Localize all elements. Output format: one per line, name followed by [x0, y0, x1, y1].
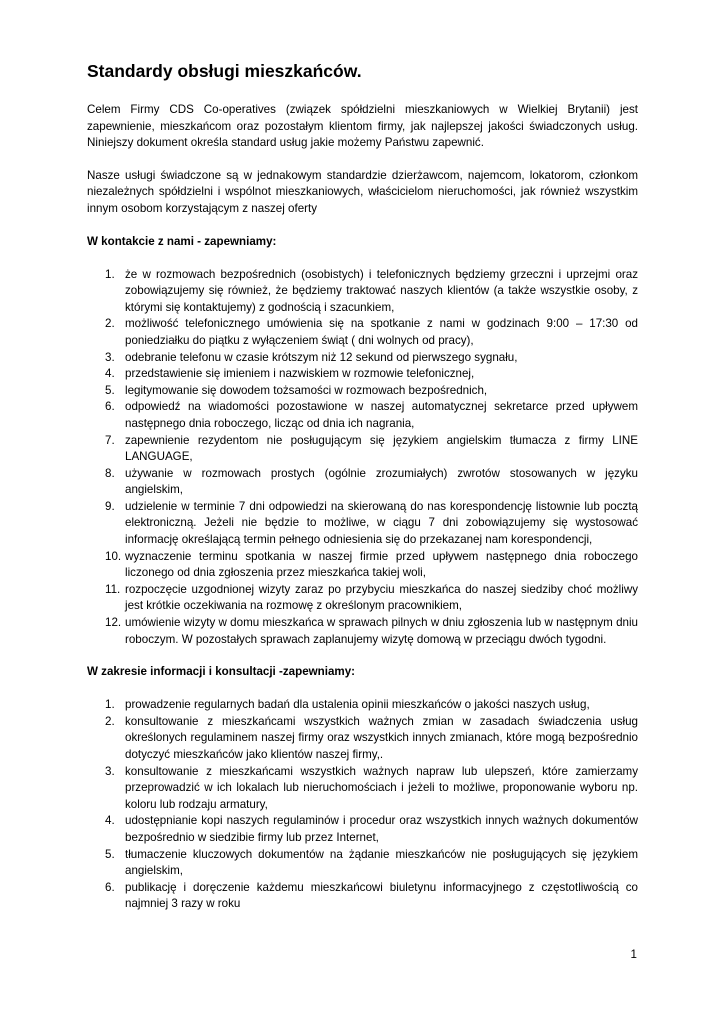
- list-item: [87, 697, 638, 714]
- page-number: 1: [630, 948, 637, 961]
- list-item: [87, 433, 638, 466]
- list-item-text: prowadzenie regularnych badań dla ustalenia opinii mieszkańców o jakości naszych usług,: [125, 698, 590, 712]
- list-item-text: udzielenie w terminie 7 dni odpowiedzi na skierowaną do nas korespondencję listownie lub pocztą elektroniczną. Jeżeli nie będzie to możliwe, w ciągu 7 dni zobowiązujemy się wystosować informację określającą termin pełnego odniesienia się do przekazanej nam korespondencji,: [125, 499, 638, 547]
- list-item-number: 3.: [105, 350, 115, 364]
- list-item: [87, 267, 638, 317]
- list-item: [87, 847, 638, 880]
- list-item: [87, 499, 638, 549]
- list-item-number: 1.: [105, 698, 115, 712]
- list-item-text: umówienie wizyty w domu mieszkańca w sprawach pilnych w dniu zgłoszenia lub w następnym dniu roboczym. W pozostałych sprawach zaplanujemy wizytę domową w przeciągu dwóch tygodni.: [125, 616, 638, 646]
- list-item-text: rozpoczęcie uzgodnionej wizyty zaraz po przybyciu mieszkańca do naszej siedziby choć możliwy jest krótkie oczekiwania na rozmowę z określonym pracownikiem,: [125, 582, 638, 613]
- list-item-text: legitymowanie się dowodem tożsamości w rozmowach bezpośrednich,: [125, 383, 488, 397]
- section-heading-contact: W kontakcie z nami - zapewniamy:: [87, 234, 277, 248]
- list-item: [87, 466, 638, 499]
- list-item-number: 5.: [105, 383, 115, 397]
- list-item-number: 6.: [105, 400, 115, 414]
- list-item-text: możliwość telefonicznego umówienia się na spotkanie z nami w godzinach 9:00 – 17:30 od poniedziałku do piątku z wyłączeniem świąt ( dni wolnych od pracy),: [125, 317, 638, 347]
- list-item-text: konsultowanie z mieszkańcami wszystkich ważnych zmian w zasadach świadczenia usług określonych regulaminem naszej firmy oraz wszystkich innych zmianach, które mogą bezpośrednio dotyczyć mieszkańców jako klientów naszej firmy,.: [125, 714, 638, 761]
- intro-paragraph-1: Celem Firmy CDS Co-operatives (związek spółdzielni mieszkaniowych w Wielkiej Brytanii) jest zapewnienie, mieszkańcom oraz pozostałym klientom firmy, jak najlepszej jakości świadczonych usług. Niniejszy dokument określa standard usług jakie możemy Państwu zapewnić.: [87, 103, 638, 150]
- information-list: [87, 697, 638, 913]
- list-item: [87, 714, 638, 764]
- list-item-text: tłumaczenie kluczowych dokumentów na żądanie mieszkańców nie posługujących się językiem angielskim,: [125, 847, 638, 878]
- list-item-number: 4.: [105, 814, 115, 828]
- list-item-text: konsultowanie z mieszkańcami wszystkich ważnych napraw lub ulepszeń, które zamierzamy przeprowadzić w ich lokalach lub nieruchomościach i jeżeli to możliwe, proponowanie wyboru np. koloru lub rodzaju armatury,: [125, 764, 638, 811]
- list-item-text: wyznaczenie terminu spotkania w naszej firmie przed upływem następnego dnia roboczego liczonego od dnia zgłoszenia przez mieszkańca takiej woli,: [125, 549, 638, 580]
- list-item-text: odpowiedź na wiadomości pozostawione w naszej automatycznej sekretarce przed upływem następnego dnia roboczego, licząc od dnia ich nagrania,: [125, 400, 638, 430]
- intro-paragraph-2: Nasze usługi świadczone są w jednakowym standardzie dzierżawcom, najemcom, lokatorom, członkom niezależnych spółdzielni i wspólnot mieszkaniowych, właścicielom nieruchomości, jak również wszystkim innym osobom korzystającym z naszej oferty: [87, 168, 638, 215]
- list-item-number: 5.: [105, 847, 115, 861]
- list-item-text: udostępnianie kopi naszych regulaminów i procedur oraz wszystkich innych ważnych dokumentów bezpośrednio w siedzibie firmy lub przez Internet,: [125, 814, 638, 844]
- list-item-number: 10.: [105, 549, 122, 563]
- list-item-number: 8.: [105, 466, 115, 480]
- list-item-text: odebranie telefonu w czasie krótszym niż 12 sekund od pierwszego sygnału,: [125, 350, 518, 364]
- list-item-number: 9.: [105, 499, 115, 513]
- list-item: [87, 880, 638, 913]
- list-item-number: 2.: [105, 714, 115, 728]
- list-item: [87, 366, 638, 383]
- list-item-number: 4.: [105, 367, 115, 381]
- contact-list: [87, 267, 638, 649]
- list-item: [87, 764, 638, 814]
- list-item: [87, 582, 638, 615]
- section-heading-information: W zakresie informacji i konsultacji -zapewniamy:: [87, 665, 356, 679]
- list-item-number: 2.: [105, 317, 115, 331]
- list-item: [87, 813, 638, 846]
- list-item-number: 6.: [105, 880, 115, 894]
- list-item-number: 3.: [105, 764, 115, 778]
- list-item-text: publikację i doręczenie każdemu mieszkańcowi biuletynu informacyjnego z częstotliwością co najmniej 3 razy w roku: [125, 880, 638, 911]
- list-item: [87, 399, 638, 432]
- list-item-text: przedstawienie się imieniem i nazwiskiem w rozmowie telefonicznej,: [125, 367, 475, 381]
- page-title: Standardy obsługi mieszkańców.: [87, 61, 362, 81]
- list-item-number: 12.: [105, 616, 122, 630]
- list-item-number: 7.: [105, 433, 115, 447]
- list-item-text: że w rozmowach bezpośrednich (osobistych) i telefonicznych będziemy grzeczni i uprzejmi oraz zobowiązujemy się również, że będziemy traktować naszych klientów (a także wszystkie osoby, z którymi się kontaktujemy) z godnością i szacunkiem,: [125, 267, 638, 314]
- list-item-text: używanie w rozmowach prostych (ogólnie zrozumiałych) zwrotów stosowanych w języku angielskim,: [125, 466, 638, 497]
- list-item: [87, 615, 638, 648]
- list-item-number: 11.: [105, 582, 121, 596]
- list-item-text: zapewnienie rezydentom nie posługującym się językiem angielskim tłumacza z firmy LINE LANGUAGE,: [125, 433, 638, 464]
- list-item: [87, 383, 638, 400]
- list-item: [87, 549, 638, 582]
- list-item-number: 1.: [105, 267, 115, 281]
- list-item: [87, 316, 638, 349]
- list-item: [87, 350, 638, 367]
- document-content: [87, 60, 638, 929]
